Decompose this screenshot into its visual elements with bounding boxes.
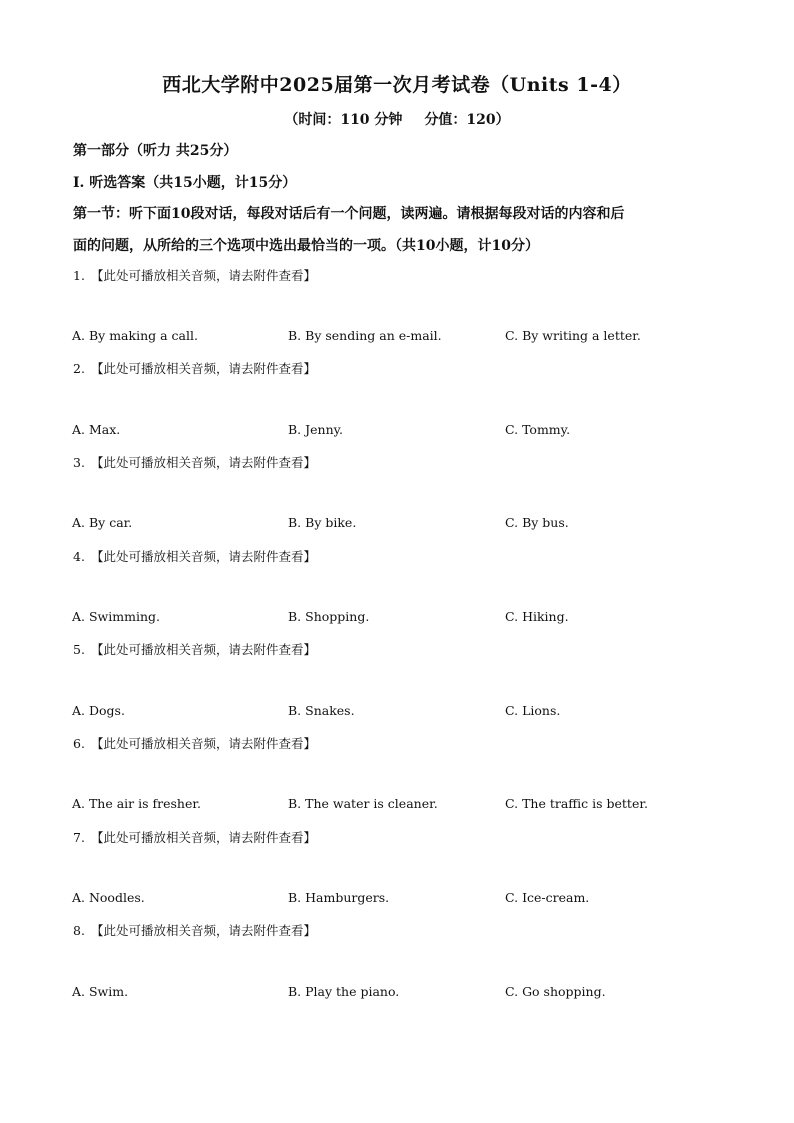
question-number: 6. — [73, 736, 85, 751]
question-3-prompt — [73, 453, 316, 471]
option-b: B. Shopping. — [288, 609, 370, 624]
question-5-options — [0, 703, 794, 721]
option-a: A. Noodles. — [72, 890, 145, 905]
question-number: 5. — [73, 642, 85, 657]
instruction-line-2: 面的问题，从所给的三个选项中选出最恰当的一项。（共10小题，计10分） — [73, 238, 539, 254]
option-c: C. The traffic is better. — [505, 796, 648, 811]
option-a: A. Dogs. — [72, 703, 125, 718]
option-a: A. By making a call. — [72, 328, 198, 343]
question-number: 8. — [73, 923, 85, 938]
exam-time: （时间：110 分钟 — [284, 112, 403, 128]
option-a: A. Max. — [72, 422, 121, 437]
option-b: B. Hamburgers. — [288, 890, 390, 905]
question-4-prompt — [73, 547, 316, 565]
section-heading: I. 听选答案（共15小题，计15分） — [73, 175, 297, 191]
question-7-options — [0, 890, 794, 908]
option-c: C. Tommy. — [505, 422, 571, 437]
question-5-prompt — [73, 640, 316, 658]
option-c: C. Lions. — [505, 703, 561, 718]
exam-title: 西北大学附中2025届第一次月考试卷（Units 1-4） — [162, 74, 632, 96]
option-b: B. Play the piano. — [288, 984, 400, 999]
option-c: C. By bus. — [505, 515, 569, 530]
option-c: C. By writing a letter. — [505, 328, 641, 343]
option-a: A. The air is fresher. — [72, 796, 201, 811]
question-number: 1. — [73, 268, 85, 283]
question-1-options — [0, 328, 794, 346]
option-b: B. By sending an e-mail. — [288, 328, 442, 343]
part-heading: 第一部分（听力 共25分） — [73, 143, 238, 159]
question-number: 3. — [73, 455, 85, 470]
audio-note: 【此处可播放相关音频，请去附件查看】 — [91, 549, 317, 564]
question-2-prompt — [73, 359, 316, 377]
exam-subtitle — [0, 109, 794, 129]
audio-note: 【此处可播放相关音频，请去附件查看】 — [91, 361, 317, 376]
question-number: 2. — [73, 361, 85, 376]
option-c: C. Go shopping. — [505, 984, 606, 999]
audio-note: 【此处可播放相关音频，请去附件查看】 — [91, 830, 317, 845]
question-7-prompt — [73, 828, 316, 846]
option-b: B. By bike. — [288, 515, 357, 530]
question-3-options — [0, 515, 794, 533]
audio-note: 【此处可播放相关音频，请去附件查看】 — [91, 455, 317, 470]
question-number: 7. — [73, 830, 85, 845]
option-c: C. Ice-cream. — [505, 890, 590, 905]
question-6-options — [0, 796, 794, 814]
audio-note: 【此处可播放相关音频，请去附件查看】 — [91, 642, 317, 657]
audio-note: 【此处可播放相关音频，请去附件查看】 — [91, 923, 317, 938]
option-a: A. Swimming. — [72, 609, 160, 624]
question-2-options — [0, 422, 794, 440]
exam-score: 分值：120） — [424, 112, 510, 128]
option-b: B. Snakes. — [288, 703, 355, 718]
option-a: A. Swim. — [72, 984, 129, 999]
option-b: B. The water is cleaner. — [288, 796, 438, 811]
audio-note: 【此处可播放相关音频，请去附件查看】 — [91, 736, 317, 751]
question-4-options — [0, 609, 794, 627]
instruction-line-1: 第一节：听下面10段对话，每段对话后有一个问题，读两遍。请根据每段对话的内容和后 — [73, 206, 625, 222]
option-b: B. Jenny. — [288, 422, 344, 437]
audio-note: 【此处可播放相关音频，请去附件查看】 — [91, 268, 317, 283]
option-c: C. Hiking. — [505, 609, 569, 624]
option-a: A. By car. — [72, 515, 133, 530]
question-number: 4. — [73, 549, 85, 564]
question-1-prompt — [73, 266, 316, 284]
question-8-prompt — [73, 921, 316, 939]
question-6-prompt — [73, 734, 316, 752]
question-8-options — [0, 984, 794, 1002]
